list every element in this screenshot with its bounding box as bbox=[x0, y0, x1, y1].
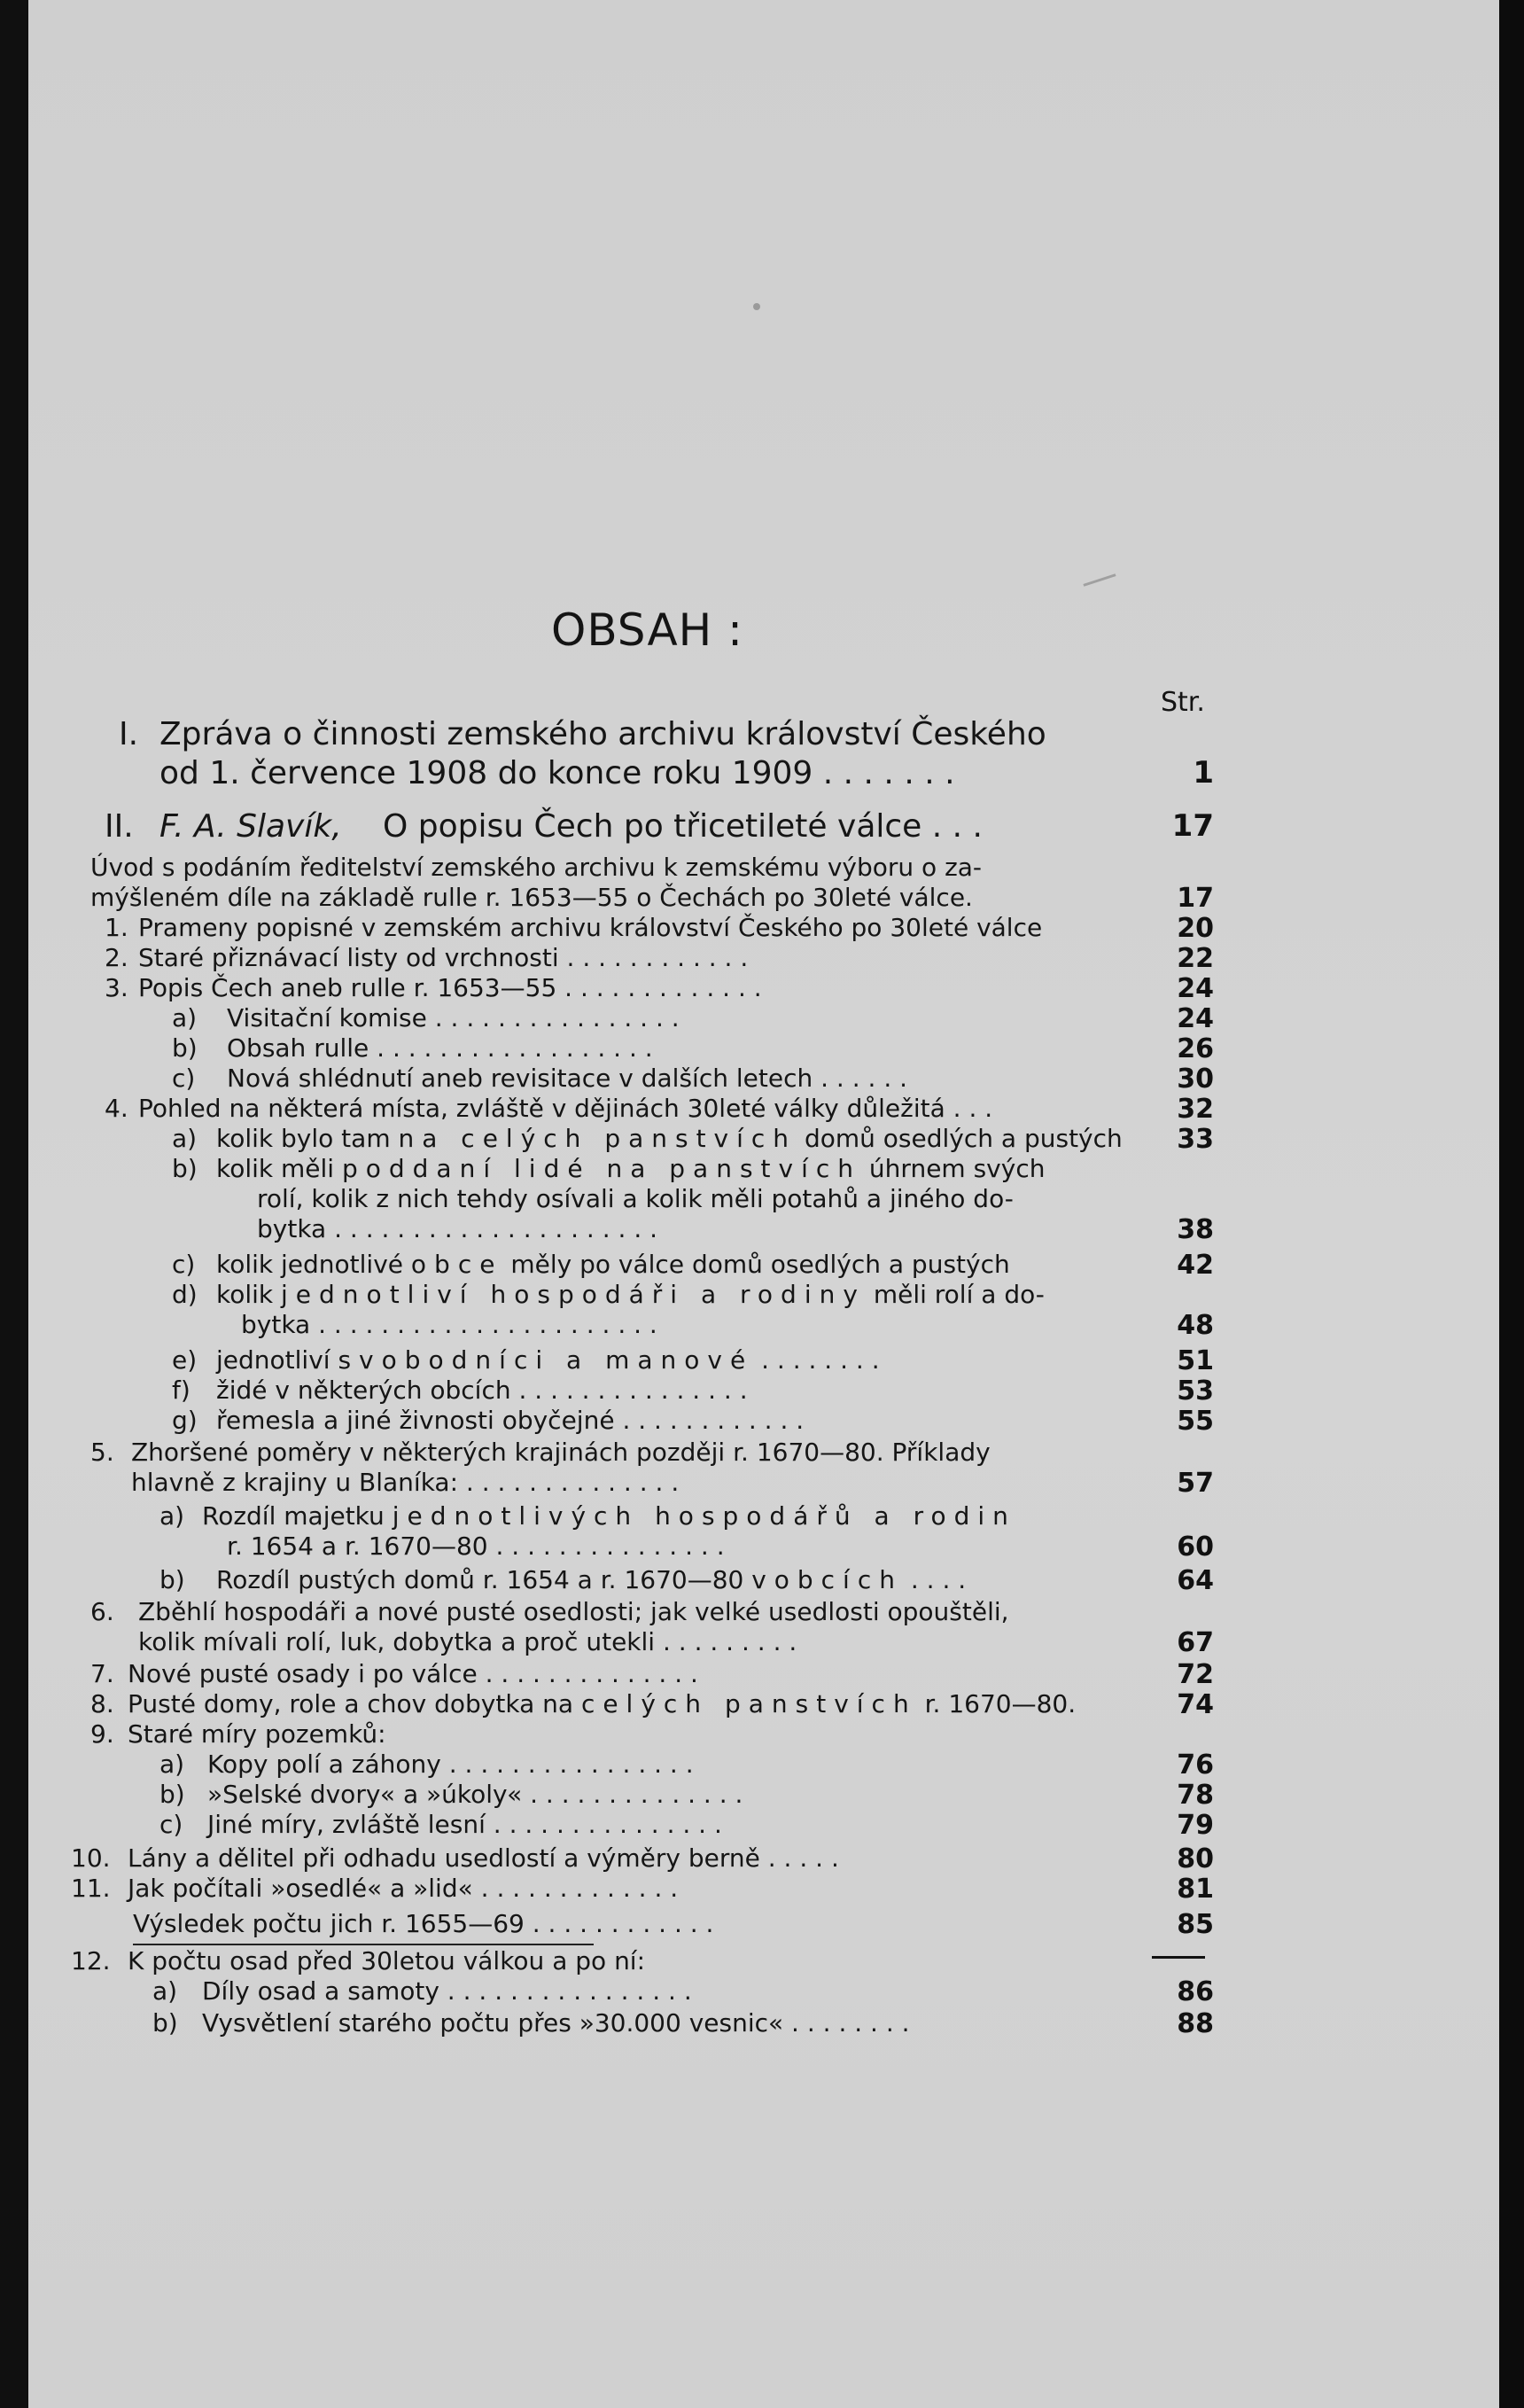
entry-title: Popis Čech aneb rulle r. 1653—55 . . . . . . . . . . . . . bbox=[138, 973, 762, 1002]
entry-title: Úvod s podáním ředitelství zemského archivu k zemskému výboru o za- bbox=[90, 853, 983, 882]
entry-title: mýšleném díle na základě rulle r. 1653—55 o Čechách po 30leté válce. bbox=[90, 883, 973, 912]
page-number: 20 bbox=[1177, 913, 1214, 944]
entry-title: Prameny popisné v zemském archivu království Českého po 30leté válce bbox=[138, 913, 1043, 942]
entry-title: rolí, kolik z nich tehdy osívali a kolik měli potahů a jiného do- bbox=[257, 1184, 1014, 1213]
page-number: 88 bbox=[1177, 2008, 1214, 2039]
entry-title: »Selské dvory« a »úkoly« . . . . . . . . . . . . . . bbox=[207, 1780, 743, 1809]
page-number: 24 bbox=[1177, 1003, 1214, 1034]
page-number: 51 bbox=[1177, 1345, 1214, 1376]
entry-title: bytka . . . . . . . . . . . . . . . . . . . . . bbox=[257, 1214, 658, 1243]
entry-title: r. 1654 a r. 1670—80 . . . . . . . . . . . . . . . bbox=[227, 1531, 725, 1561]
entry-number: 11. bbox=[71, 1874, 111, 1903]
entry-title: od 1. července 1908 do konce roku 1909 . . . . . . . bbox=[159, 755, 955, 791]
entry-number: a) bbox=[152, 1976, 178, 2006]
entry-title: kolik bylo tam na celých panstvích domů osedlých a pustých bbox=[216, 1124, 1123, 1153]
entry-title: řemesla a jiné živnosti obyčejné . . . . . . . . . . . . bbox=[216, 1406, 805, 1435]
page-number: 33 bbox=[1177, 1124, 1214, 1155]
entry-title: hlavně z krajiny u Blaníka: . . . . . . . . . . . . . . bbox=[131, 1468, 680, 1497]
entry-number: c) bbox=[172, 1250, 196, 1279]
page-number: 80 bbox=[1177, 1843, 1214, 1874]
entry-title: kolik jednotlivé obce měly po válce domů osedlých a pustých bbox=[216, 1250, 1010, 1279]
page-number: 67 bbox=[1177, 1627, 1214, 1658]
entry-number: c) bbox=[172, 1064, 196, 1093]
entry-title: Obsah rulle . . . . . . . . . . . . . . . . . . bbox=[227, 1033, 653, 1063]
entry-title: Díly osad a samoty . . . . . . . . . . . . . . . . bbox=[202, 1976, 692, 2006]
entry-number: f) bbox=[172, 1375, 190, 1405]
entry-number: II. bbox=[105, 808, 134, 845]
entry-title: Staré míry pozemků: bbox=[128, 1719, 386, 1749]
entry-number: b) bbox=[159, 1565, 185, 1594]
page-number: 30 bbox=[1177, 1064, 1214, 1095]
entry-title: Rozdíl pustých domů r. 1654 a r. 1670—80 v obcích . . . . bbox=[216, 1565, 967, 1594]
entry-title: Nové pusté osady i po válce . . . . . . . . . . . . . . bbox=[128, 1659, 698, 1688]
entry-number: I. bbox=[119, 716, 139, 752]
entry-title: Rozdíl majetku jednotlivých hospodářů a rodin bbox=[202, 1501, 1016, 1531]
entry-number: 1. bbox=[105, 913, 128, 942]
entry-number: 5. bbox=[90, 1438, 114, 1467]
page-number: 32 bbox=[1177, 1094, 1214, 1125]
page-number: 60 bbox=[1177, 1531, 1214, 1562]
page-number: 38 bbox=[1177, 1214, 1214, 1245]
entry-title: Jiné míry, zvláště lesní . . . . . . . . . . . . . . . bbox=[207, 1810, 722, 1839]
page-number: 17 bbox=[1177, 883, 1214, 914]
entry-number: 6. bbox=[90, 1597, 114, 1626]
entry-title: kolik jednotliví hospodáři a rodiny měli rolí a do- bbox=[216, 1280, 1045, 1309]
page-number: 53 bbox=[1177, 1375, 1214, 1407]
entry-number: a) bbox=[172, 1124, 198, 1153]
entry-author: F. A. Slavík, bbox=[159, 808, 342, 845]
entry-title: Kopy polí a záhony . . . . . . . . . . . . . . . . bbox=[207, 1750, 694, 1779]
entry-title: Pusté domy, role a chov dobytka na celých panstvích r. 1670—80. bbox=[128, 1689, 1077, 1718]
entry-title: bytka . . . . . . . . . . . . . . . . . . . . . . bbox=[241, 1310, 657, 1339]
sum-rule bbox=[1152, 1956, 1205, 1959]
underline bbox=[133, 1944, 594, 1945]
entry-number: d) bbox=[172, 1280, 198, 1309]
page-number: 57 bbox=[1177, 1468, 1214, 1499]
entry-number: a) bbox=[172, 1003, 198, 1033]
entry-number: b) bbox=[172, 1154, 198, 1183]
page-number: 81 bbox=[1177, 1874, 1214, 1905]
entry-title: Pohled na některá místa, zvláště v dějinách 30leté války důležitá . . . bbox=[138, 1094, 993, 1123]
page-number: 1 bbox=[1193, 755, 1214, 791]
entry-title: Zběhlí hospodáři a nové pusté osedlosti; jak velké usedlosti opouštěli, bbox=[138, 1597, 1009, 1626]
page-number: 17 bbox=[1171, 808, 1214, 844]
entry-title: O popisu Čech po třicetileté válce . . . bbox=[383, 808, 983, 845]
page-number: 79 bbox=[1177, 1810, 1214, 1841]
entry-title: Výsledek počtu jich r. 1655—69 . . . . . . . . . . . . bbox=[133, 1909, 714, 1938]
page-number: 22 bbox=[1177, 943, 1214, 974]
page-number: 85 bbox=[1177, 1909, 1214, 1940]
page-number: 76 bbox=[1177, 1750, 1214, 1781]
entry-title: Jak počítali »osedlé« a »lid« . . . . . . . . . . . . . bbox=[128, 1874, 679, 1903]
entry-title: kolik mívali rolí, luk, dobytka a proč utekli . . . . . . . . . bbox=[138, 1627, 797, 1656]
entry-number: 8. bbox=[90, 1689, 114, 1718]
entry-number: a) bbox=[159, 1750, 185, 1779]
entry-number: 10. bbox=[71, 1843, 111, 1873]
entry-title: jednotliví svobodníci a manové . . . . . . . . bbox=[216, 1345, 880, 1375]
entry-title: Lány a dělitel při odhadu usedlostí a výměry berně . . . . . bbox=[128, 1843, 839, 1873]
entry-number: 3. bbox=[105, 973, 128, 1002]
entry-number: 7. bbox=[90, 1659, 114, 1688]
page-number: 74 bbox=[1177, 1689, 1214, 1720]
page-number: 64 bbox=[1177, 1565, 1214, 1596]
entry-number: a) bbox=[159, 1501, 185, 1531]
entry-number: c) bbox=[159, 1810, 183, 1839]
page-number: 55 bbox=[1177, 1406, 1214, 1437]
entry-title: Staré přiznávací listy od vrchnosti . . . . . . . . . . . . bbox=[138, 943, 749, 972]
page-number: 42 bbox=[1177, 1250, 1214, 1281]
page-number: 48 bbox=[1177, 1310, 1214, 1341]
page-title: OBSAH : bbox=[551, 604, 743, 656]
entry-number: 12. bbox=[71, 1946, 111, 1975]
page-number: 72 bbox=[1177, 1659, 1214, 1690]
page-number: 26 bbox=[1177, 1033, 1214, 1064]
page-column-header: Str. bbox=[1161, 687, 1205, 718]
entry-number: b) bbox=[172, 1033, 198, 1063]
entry-title: Visitační komise . . . . . . . . . . . . . . . . bbox=[227, 1003, 680, 1033]
entry-title: Zpráva o činnosti zemského archivu království Českého bbox=[159, 716, 1046, 752]
page-number: 78 bbox=[1177, 1780, 1214, 1811]
entry-number: e) bbox=[172, 1345, 198, 1375]
entry-number: g) bbox=[172, 1406, 198, 1435]
entry-number: 9. bbox=[90, 1719, 114, 1749]
entry-number: b) bbox=[152, 2008, 178, 2038]
entry-title: židé v některých obcích . . . . . . . . . . . . . . . bbox=[216, 1375, 748, 1405]
entry-title: Nová shlédnutí aneb revisitace v dalších letech . . . . . . bbox=[227, 1064, 908, 1093]
entry-title: Vysvětlení starého počtu přes »30.000 vesnic« . . . . . . . . bbox=[202, 2008, 910, 2038]
entry-title: kolik měli poddaní lidé na panstvích úhrnem svých bbox=[216, 1154, 1046, 1183]
page-number: 86 bbox=[1177, 1976, 1214, 2007]
entry-title: K počtu osad před 30letou válkou a po ní: bbox=[128, 1946, 646, 1975]
page-number: 24 bbox=[1177, 973, 1214, 1004]
entry-number: b) bbox=[159, 1780, 185, 1809]
entry-title: Zhoršené poměry v některých krajinách později r. 1670—80. Příklady bbox=[131, 1438, 991, 1467]
entry-number: 2. bbox=[105, 943, 128, 972]
entry-number: 4. bbox=[105, 1094, 128, 1123]
